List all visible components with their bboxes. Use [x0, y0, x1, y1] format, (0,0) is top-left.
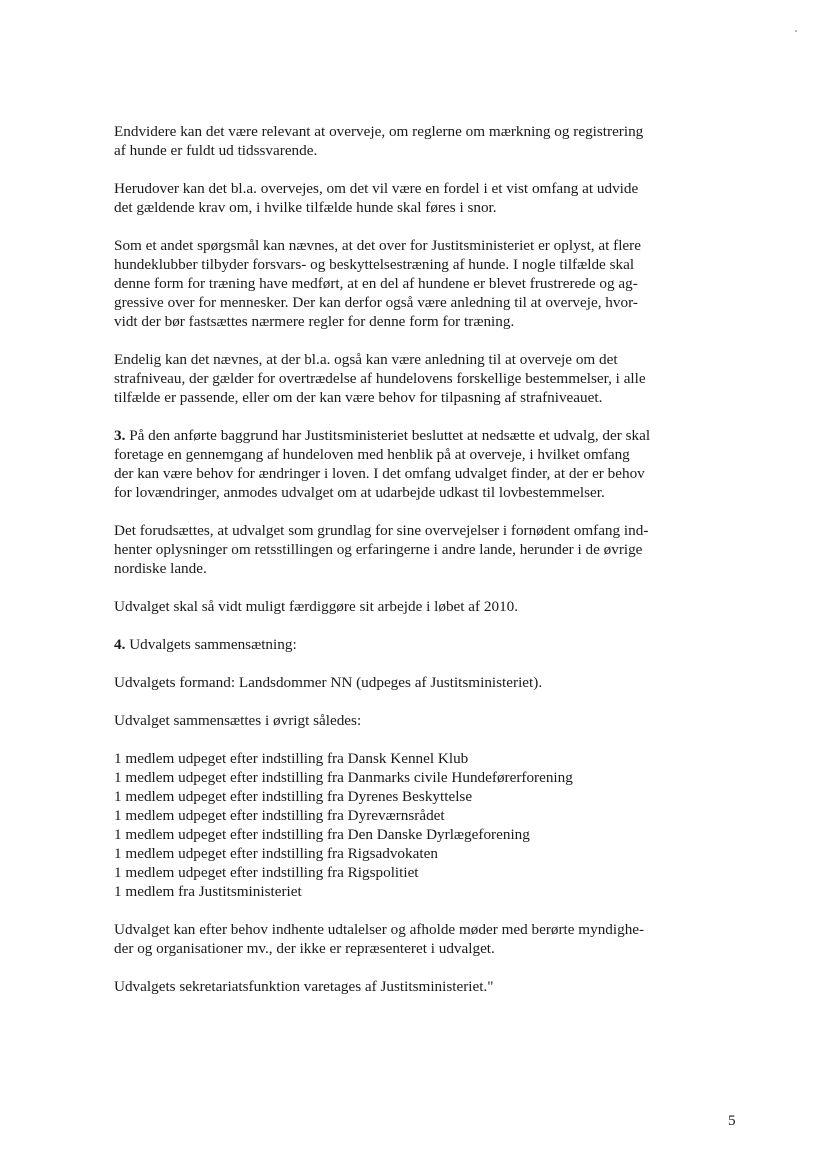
- text-line: [114, 521, 714, 540]
- text-line: [114, 388, 714, 407]
- text-line: [114, 863, 714, 882]
- paragraph: [114, 711, 714, 730]
- paragraph-gap: [114, 407, 714, 426]
- paragraph: [114, 673, 714, 692]
- text-line: [114, 635, 714, 654]
- line-text: det gældende krav om, i hvilke tilfælde hunde skal føres i snor.: [114, 199, 497, 216]
- text-line: [114, 540, 714, 559]
- line-text: henter oplysninger om retsstillingen og erfaringerne i andre lande, herunder i de øvrige: [114, 541, 643, 558]
- line-text: denne form for træning have medført, at en del af hundene er blevet frustrerede og ag-: [114, 275, 638, 292]
- text-line: [114, 483, 714, 502]
- text-line: [114, 673, 714, 692]
- paragraph-gap: [114, 616, 714, 635]
- paragraph: [114, 350, 714, 407]
- line-text: 1 medlem udpeget efter indstilling fra Dansk Kennel Klub: [114, 750, 469, 767]
- line-text: På den anførte baggrund har Justitsministeriet besluttet at nedsætte et udvalg, der skal: [125, 427, 651, 444]
- section-number: 4.: [114, 636, 126, 653]
- line-text: vidt der bør fastsættes nærmere regler for denne form for træning.: [114, 313, 515, 330]
- line-text: hundeklubber tilbyder forsvars- og beskyttelsestræning af hunde. I nogle tilfælde skal: [114, 256, 635, 273]
- line-text: Udvalgets formand: Landsdommer NN (udpeges af Justitsministeriet).: [114, 674, 543, 691]
- text-line: [114, 844, 714, 863]
- text-line: [114, 882, 714, 901]
- text-line: [114, 920, 714, 939]
- paragraph-gap: [114, 654, 714, 673]
- line-text: for lovændringer, anmodes udvalget om at udarbejde udkast til lovbestemmelser.: [114, 484, 605, 501]
- paragraph: [114, 426, 714, 502]
- line-text: Udvalgets sekretariatsfunktion varetages af Justitsministeriet.": [114, 978, 494, 995]
- text-line: [114, 141, 714, 160]
- line-text: Udvalget kan efter behov indhente udtalelser og afholde møder med berørte myndighe-: [114, 921, 645, 938]
- paragraph: [114, 635, 714, 654]
- text-line: [114, 464, 714, 483]
- paragraph: [114, 749, 714, 901]
- page-number: 5: [728, 1112, 736, 1129]
- paragraph-gap: [114, 160, 714, 179]
- text-line: [114, 768, 714, 787]
- text-line: [114, 236, 714, 255]
- line-text: foretage en gennemgang af hundeloven med henblik på at overveje, i hvilket omfang: [114, 446, 630, 463]
- text-line: [114, 806, 714, 825]
- line-text: Udvalget sammensættes i øvrigt således:: [114, 712, 362, 729]
- paragraph: [114, 597, 714, 616]
- section-number: 3.: [114, 427, 126, 444]
- paragraph-gap: [114, 901, 714, 920]
- paragraph-gap: [114, 331, 714, 350]
- paragraph-gap: [114, 217, 714, 236]
- text-line: [114, 977, 714, 996]
- line-text: Som et andet spørgsmål kan nævnes, at det over for Justitsministeriet er oplyst, at flere: [114, 237, 641, 254]
- line-text: tilfælde er passende, eller om der kan være behov for tilpasning af strafniveauet.: [114, 389, 603, 406]
- line-text: 1 medlem udpeget efter indstilling fra Danmarks civile Hundeførerforening: [114, 769, 573, 786]
- paragraph: [114, 179, 714, 217]
- text-line: [114, 274, 714, 293]
- line-text: 1 medlem udpeget efter indstilling fra Rigspolitiet: [114, 864, 419, 881]
- paragraph: [114, 920, 714, 958]
- text-line: [114, 825, 714, 844]
- line-text: 1 medlem udpeget efter indstilling fra Den Danske Dyrlægeforening: [114, 826, 530, 843]
- text-line: [114, 426, 714, 445]
- text-line: [114, 939, 714, 958]
- paragraph-gap: [114, 958, 714, 977]
- text-line: [114, 293, 714, 312]
- text-line: [114, 787, 714, 806]
- paragraph-gap: [114, 578, 714, 597]
- line-text: Udvalget skal så vidt muligt færdiggøre sit arbejde i løbet af 2010.: [114, 598, 519, 615]
- text-line: [114, 350, 714, 369]
- text-line: [114, 122, 714, 141]
- text-line: [114, 255, 714, 274]
- text-line: [114, 749, 714, 768]
- line-text: der kan være behov for ændringer i loven. I det omfang udvalget finder, at der er behov: [114, 465, 645, 482]
- text-line: [114, 179, 714, 198]
- paragraph: [114, 236, 714, 331]
- paragraph: [114, 977, 714, 996]
- line-text: nordiske lande.: [114, 560, 207, 577]
- paragraph-gap: [114, 730, 714, 749]
- text-line: [114, 369, 714, 388]
- text-line: [114, 559, 714, 578]
- paragraph-gap: [114, 692, 714, 711]
- document-body: [114, 122, 714, 996]
- line-text: 1 medlem udpeget efter indstilling fra Rigsadvokaten: [114, 845, 438, 862]
- line-text: 1 medlem fra Justitsministeriet: [114, 883, 302, 900]
- line-text: gressive over for mennesker. Der kan derfor også være anledning til at overveje, hvor-: [114, 294, 638, 311]
- scan-speck: [795, 30, 797, 32]
- text-line: [114, 198, 714, 217]
- line-text: af hunde er fuldt ud tidssvarende.: [114, 142, 318, 159]
- paragraph: [114, 122, 714, 160]
- text-line: [114, 597, 714, 616]
- paragraph: [114, 521, 714, 578]
- line-text: strafniveau, der gælder for overtrædelse af hundelovens forskellige bestemmelser, i alle: [114, 370, 646, 387]
- line-text: 1 medlem udpeget efter indstilling fra Dyreværnsrådet: [114, 807, 445, 824]
- line-text: der og organisationer mv., der ikke er repræsenteret i udvalget.: [114, 940, 495, 957]
- text-line: [114, 711, 714, 730]
- line-text: 1 medlem udpeget efter indstilling fra Dyrenes Beskyttelse: [114, 788, 473, 805]
- line-text: Endvidere kan det være relevant at overveje, om reglerne om mærkning og registrering: [114, 123, 644, 140]
- text-line: [114, 445, 714, 464]
- line-text: Udvalgets sammensætning:: [125, 636, 297, 653]
- line-text: Endelig kan det nævnes, at der bl.a. også kan være anledning til at overveje om det: [114, 351, 618, 368]
- line-text: Herudover kan det bl.a. overvejes, om det vil være en fordel i et vist omfang at udvide: [114, 180, 639, 197]
- line-text: Det forudsættes, at udvalget som grundlag for sine overvejelser i fornødent omfang ind-: [114, 522, 649, 539]
- paragraph-gap: [114, 502, 714, 521]
- text-line: [114, 312, 714, 331]
